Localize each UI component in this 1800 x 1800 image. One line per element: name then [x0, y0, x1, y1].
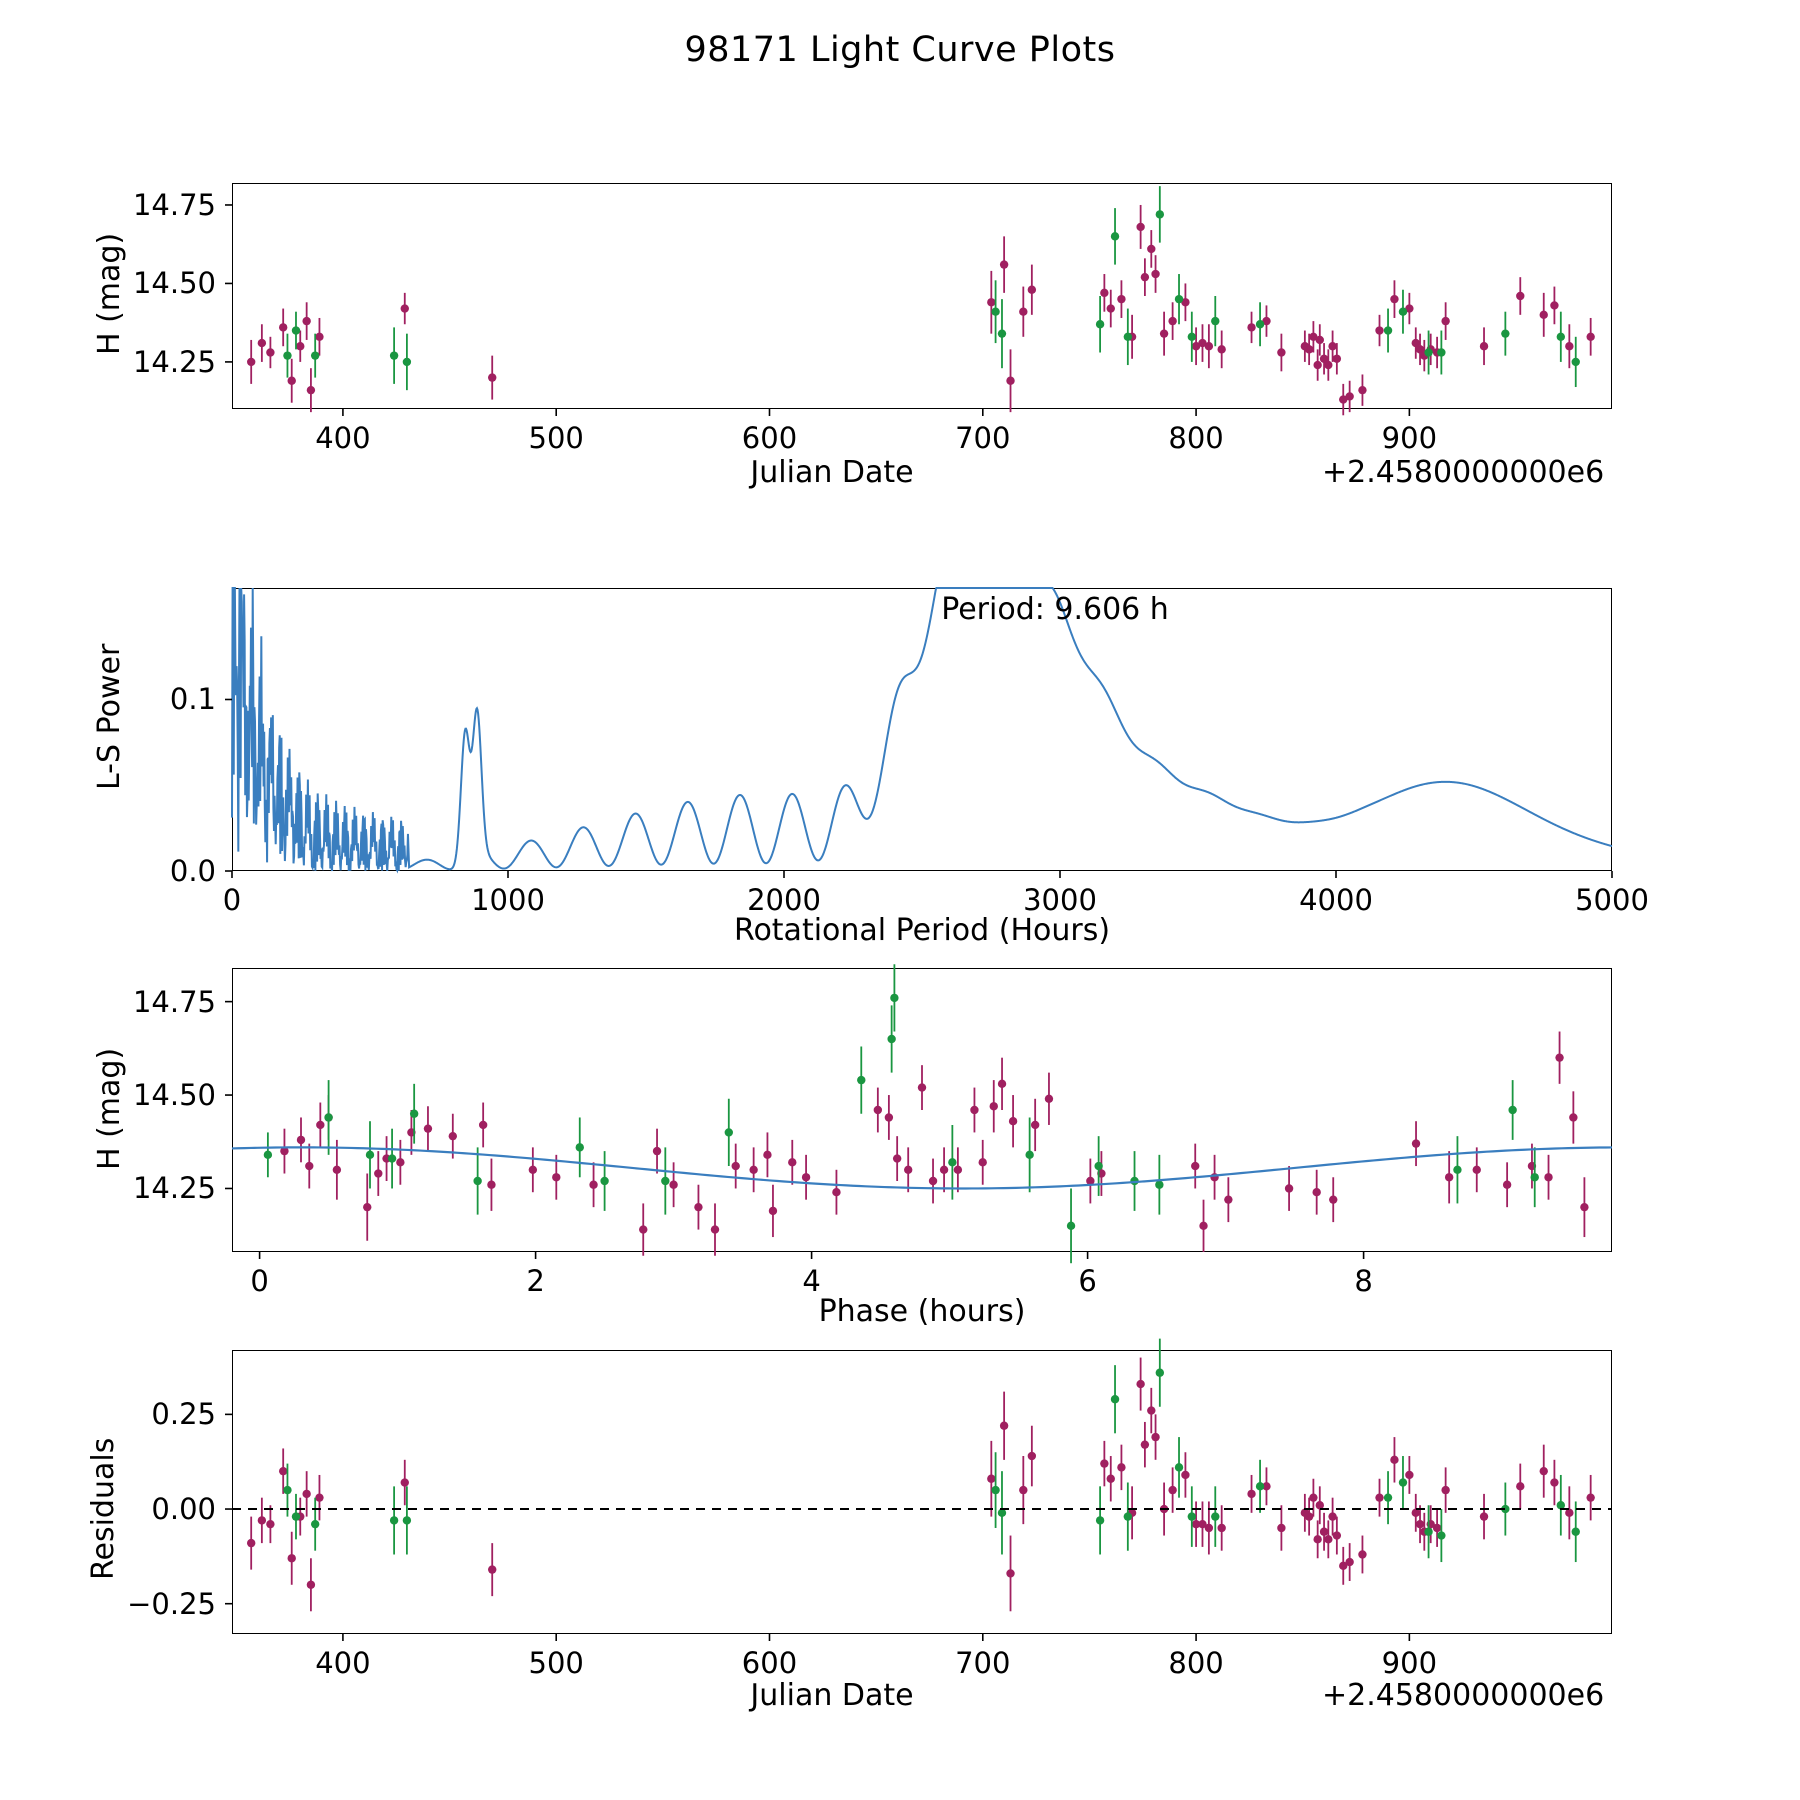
series-survey-a — [247, 1358, 1595, 1612]
x-tick-label: 600 — [741, 1646, 798, 1680]
x-tick-label: 600 — [741, 421, 798, 455]
series-survey-b — [283, 1339, 1580, 1562]
y-tick-label: 0.25 — [151, 1397, 216, 1432]
x-tick-label: 1000 — [471, 883, 545, 917]
x-tick-label: 4000 — [1299, 883, 1373, 917]
x-tick-label: 6 — [1078, 1264, 1097, 1298]
y-tick-label: 14.25 — [132, 344, 216, 379]
series-survey-b — [264, 964, 1539, 1263]
panel-periodogram — [232, 588, 1612, 871]
y-tick-label: 14.50 — [132, 1078, 216, 1113]
x-tick-label: 8 — [1354, 1264, 1373, 1298]
x-tick-label: 2000 — [747, 883, 821, 917]
x-tick-label: 700 — [955, 421, 1011, 455]
x-tick-label: 400 — [315, 421, 371, 455]
panel-phase-folded — [232, 968, 1612, 1252]
x-tick-label: 5000 — [1575, 883, 1649, 917]
y-tick-label: 14.75 — [132, 984, 216, 1019]
x-tick-label: 900 — [1381, 1646, 1438, 1680]
panel-residuals — [232, 1350, 1612, 1634]
xlabel-light-curve: Julian Date — [750, 455, 914, 490]
y-tick-label: 14.50 — [132, 266, 216, 301]
x-offset-residuals: +2.4580000000e6 — [1322, 1678, 1605, 1713]
x-tick-label: 800 — [1168, 1646, 1224, 1680]
xlabel-residuals: Julian Date — [750, 1678, 914, 1713]
y-tick-label: 0.1 — [169, 682, 216, 717]
ylabel-periodogram: L-S Power — [92, 643, 127, 790]
series-survey-a — [247, 205, 1595, 415]
x-tick-label: 400 — [315, 1646, 371, 1680]
x-offset-light-curve: +2.4580000000e6 — [1322, 455, 1605, 490]
xlabel-periodogram: Rotational Period (Hours) — [733, 913, 1111, 948]
xlabel-phase-folded: Phase (hours) — [818, 1294, 1026, 1329]
x-tick-label: 700 — [955, 1646, 1011, 1680]
x-tick-label: 4 — [802, 1264, 821, 1298]
plot-light-curve — [232, 183, 1612, 409]
period-annotation: Period: 9.606 h — [941, 592, 1169, 627]
x-tick-label: 3000 — [1023, 883, 1097, 917]
y-tick-label: 0.00 — [151, 1492, 216, 1527]
x-tick-label: 900 — [1381, 421, 1438, 455]
x-tick-label: 2 — [526, 1264, 545, 1298]
x-tick-label: 0 — [250, 1264, 269, 1298]
y-tick-label: 14.25 — [132, 1171, 216, 1206]
y-tick-label: −0.25 — [127, 1586, 216, 1621]
ylabel-residuals: Residuals — [86, 1437, 121, 1580]
y-tick-label: 0.0 — [169, 854, 216, 888]
x-tick-label: 500 — [528, 421, 584, 455]
series-survey-b — [283, 186, 1580, 390]
plot-residuals — [232, 1350, 1612, 1634]
x-tick-label: 800 — [1168, 421, 1224, 455]
y-tick-label: 14.75 — [132, 187, 216, 222]
x-tick-label: 0 — [222, 883, 242, 917]
plot-phase-folded — [232, 968, 1612, 1252]
x-tick-label: 500 — [528, 1646, 584, 1680]
ylabel-light-curve: H (mag) — [92, 232, 127, 355]
panel-light-curve — [232, 183, 1612, 409]
plot-periodogram — [232, 588, 1612, 871]
ylabel-phase-folded: H (mag) — [92, 1047, 127, 1170]
figure-title: 98171 Light Curve Plots — [684, 30, 1116, 70]
series-survey-a — [280, 1032, 1588, 1256]
